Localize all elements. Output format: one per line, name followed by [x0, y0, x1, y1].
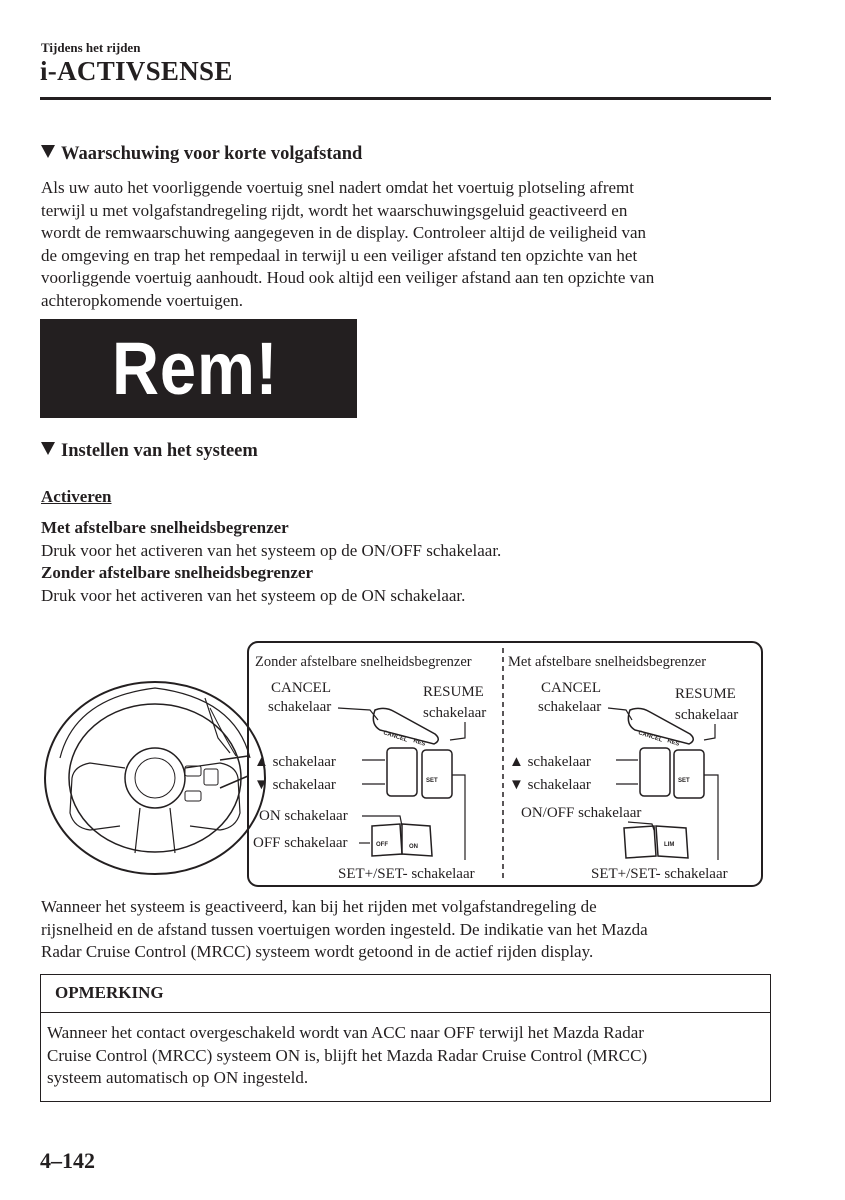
off-switch-label: OFF schakelaar — [253, 835, 348, 851]
triangle-down-icon — [41, 145, 55, 158]
warning-line: de omgeving en trap het rempedaal in terwijl u een veiliger afstand ten opzichte van het — [41, 245, 638, 265]
left-panel — [253, 654, 486, 882]
btn-res-text: RES — [666, 738, 680, 748]
onoff-switch-label: ON/OFF schakelaar — [521, 805, 642, 821]
set-switch-label: SET+/SET- schakelaar — [591, 866, 728, 882]
resume-label: schakelaar — [423, 705, 487, 721]
warning-heading — [41, 144, 362, 165]
warning-line: terwijl u met volgafstandregeling rijdt, wordt het waarschuwingsgeluid geactiveerd en — [41, 200, 628, 220]
brake-warning-text: Rem! — [112, 327, 279, 410]
note-box — [40, 974, 771, 1102]
btn-res-text: RES — [412, 738, 426, 748]
btn-on-text: ON — [409, 844, 418, 850]
cancel-label: schakelaar — [538, 699, 602, 715]
brake-warning-display — [40, 319, 357, 418]
right-switch-drawings — [608, 708, 718, 860]
up-switch-label: ▲ schakelaar — [509, 754, 591, 770]
set-switch-label: SET+/SET- schakelaar — [338, 866, 475, 882]
setup-heading — [41, 441, 258, 462]
resume-label: RESUME — [675, 686, 736, 702]
warning-line: Als uw auto het voorliggende voertuig snel nadert omdat het voertuig plotseling afremt — [41, 178, 634, 197]
btn-lim-text: LIM — [664, 842, 675, 848]
btn-cancel-text: CANCEL — [637, 730, 664, 744]
down-switch-label: ▼ schakelaar — [254, 777, 336, 793]
on-switch-label: ON schakelaar — [259, 808, 348, 824]
left-switch-drawings — [338, 708, 465, 860]
note-line: Wanneer het contact overgeschakeld wordt van ACC naar OFF terwijl het Mazda Radar — [47, 1023, 644, 1042]
resume-label: RESUME — [423, 684, 484, 700]
left-panel-title: Zonder afstelbare snelheidsbegrenzer — [255, 654, 472, 670]
without-limiter-label: Zonder afstelbare snelheidsbegrenzer — [41, 563, 313, 582]
up-switch-label: ▲ schakelaar — [254, 754, 336, 770]
after-diagram-paragraph — [41, 896, 776, 964]
note-header — [41, 975, 770, 1013]
section-label: Tijdens het rijden — [41, 40, 141, 55]
cancel-label: CANCEL — [541, 680, 601, 696]
warning-line: achteropkomende voertuigen. — [41, 290, 244, 310]
right-panel-title: Met afstelbare snelheidsbegrenzer — [508, 654, 707, 670]
chapter-title: i-ACTIVSENSE — [40, 56, 233, 86]
triangle-down-icon — [41, 442, 55, 455]
activate-subheading: Activeren — [41, 487, 112, 506]
after-diagram-line: Wanneer het systeem is geactiveerd, kan bij het rijden met volgafstandregeling de — [41, 897, 597, 916]
resume-label: schakelaar — [675, 707, 739, 723]
cancel-label: CANCEL — [271, 680, 331, 696]
warning-paragraph — [41, 177, 776, 313]
right-panel — [508, 654, 738, 882]
with-limiter-label: Met afstelbare snelheidsbegrenzer — [41, 518, 289, 537]
note-line: Cruise Control (MRCC) systeem ON is, blijft het Mazda Radar Cruise Control (MRCC) — [47, 1045, 648, 1065]
btn-off-text: OFF — [376, 842, 388, 848]
steering-switch-diagram — [40, 638, 766, 893]
with-limiter-text: Druk voor het activeren van het systeem op de ON/OFF schakelaar. — [41, 541, 502, 560]
warning-heading-text: Waarschuwing voor korte volgafstand — [61, 144, 363, 164]
warning-line: voorliggende voertuig aanhoudt. Houd ook altijd een veiliger afstand aan ten opzichte van — [41, 268, 655, 288]
page-number: 4–142 — [40, 1148, 95, 1173]
cancel-label: schakelaar — [268, 699, 332, 715]
note-line: systeem automatisch op ON ingesteld. — [47, 1068, 309, 1088]
note-title: OPMERKING — [55, 983, 164, 1002]
warning-line: wordt de remwaarschuwing aangegeven in de display. Controleer altijd de veiligheid van — [41, 223, 647, 243]
btn-set-text: SET — [426, 778, 438, 784]
after-diagram-line: Radar Cruise Control (MRCC) systeem wordt getoond in de actief rijden display. — [41, 942, 594, 962]
setup-heading-text: Instellen van het systeem — [61, 441, 258, 461]
header-rule — [40, 97, 771, 100]
note-body — [47, 1022, 767, 1090]
down-switch-label: ▼ schakelaar — [509, 777, 591, 793]
after-diagram-line: rijsnelheid en de afstand tussen voertuigen worden ingesteld. De indikatie van het Mazda — [41, 919, 648, 939]
btn-cancel-text: CANCEL — [382, 730, 409, 744]
steering-wheel-illustration — [45, 682, 265, 874]
without-limiter-text: Druk voor het activeren van het systeem op de ON schakelaar. — [41, 586, 466, 605]
btn-set-text: SET — [678, 778, 690, 784]
